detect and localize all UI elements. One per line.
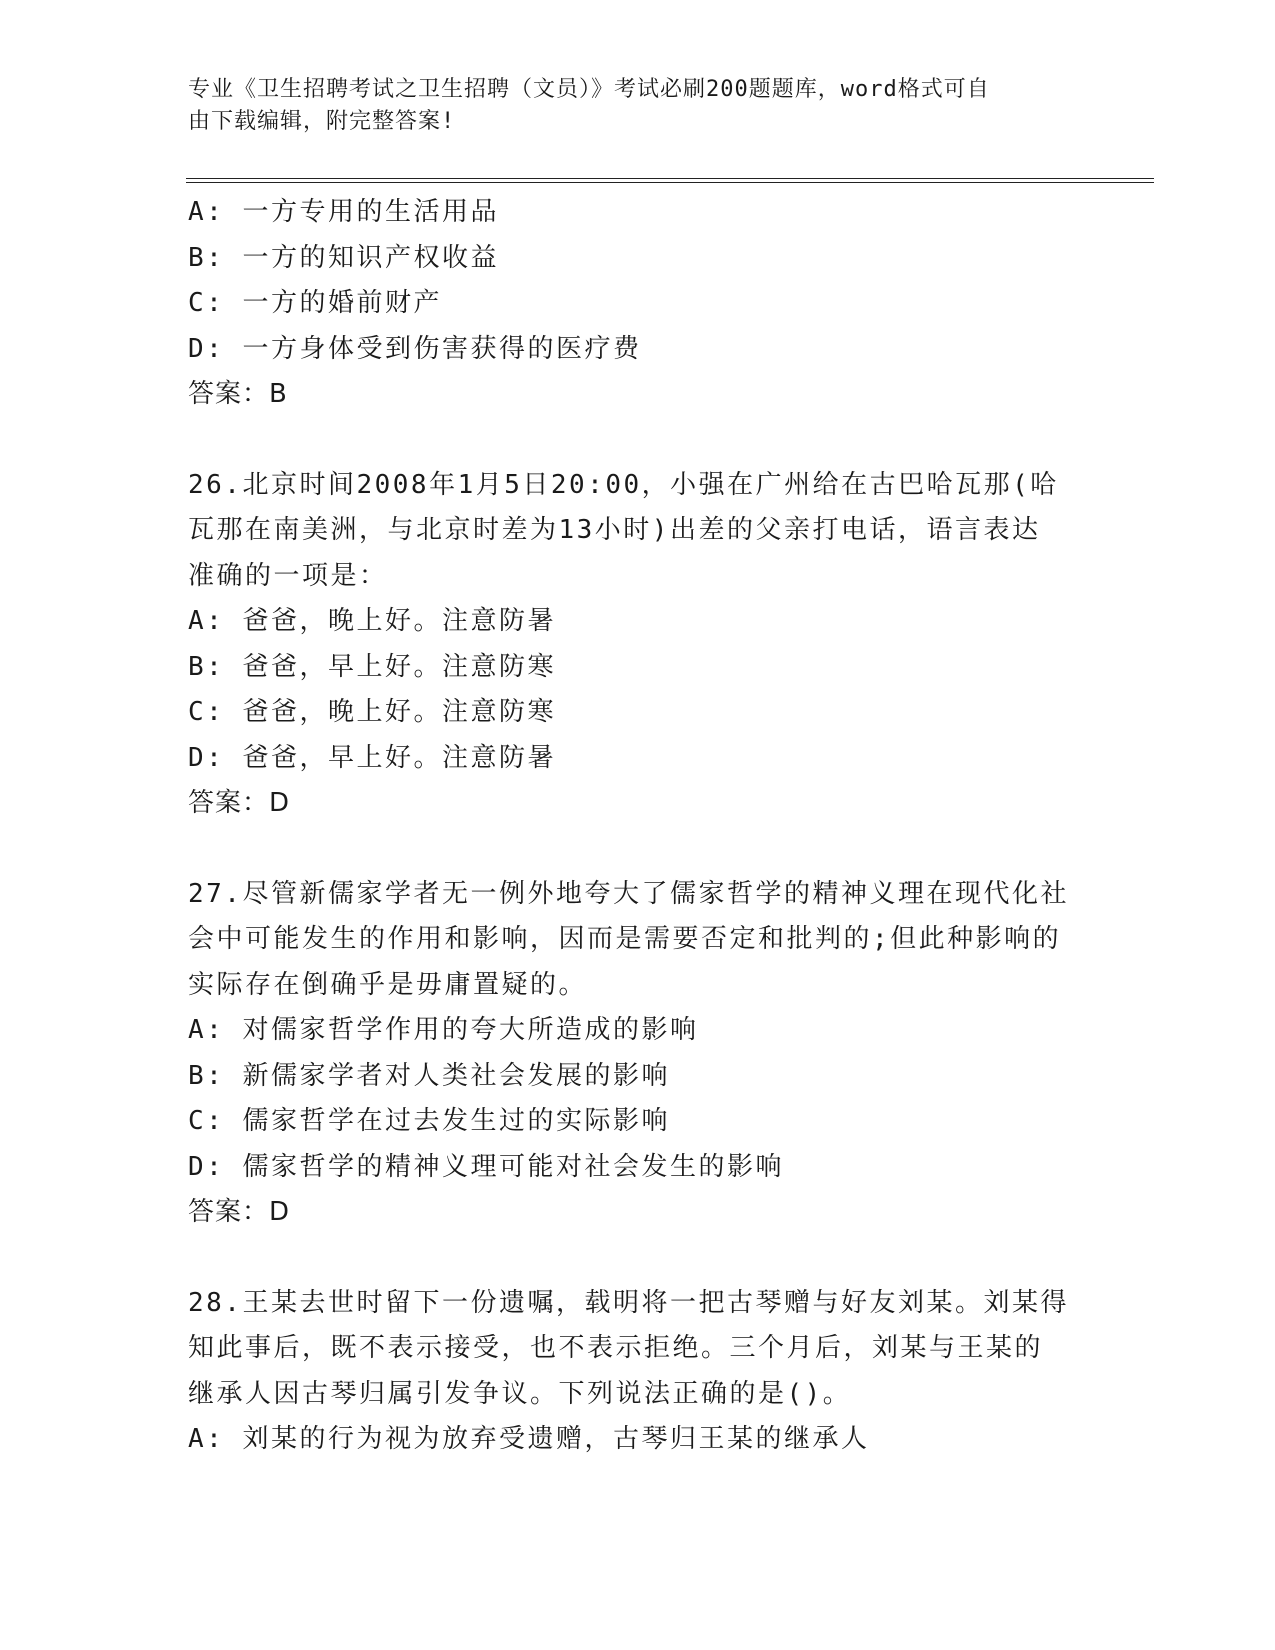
- option-a: A: 一方专用的生活用品: [188, 197, 499, 227]
- question-text-line: 28.王某去世时留下一份遗嘱，载明将一把古琴赠与好友刘某。刘某得: [188, 1287, 1069, 1318]
- document-body: [188, 190, 1088, 1463]
- option-b: B: 新儒家学者对人类社会发展的影响: [188, 1060, 670, 1091]
- answer-label: 答案：B: [188, 379, 288, 409]
- option-d: D: 一方身体受到伤害获得的医疗费: [188, 333, 642, 364]
- question-text-line: 27.尽管新儒家学者无一例外地夸大了儒家哲学的精神义理在现代化社: [188, 878, 1069, 909]
- question-25-tail: [188, 190, 1088, 418]
- option-b: B: 爸爸，早上好。注意防寒: [188, 651, 556, 682]
- question-text-line: 继承人因古琴归属引发争议。下列说法正确的是()。: [188, 1378, 852, 1409]
- answer-label: 答案：D: [188, 1197, 291, 1227]
- question-text-line: 瓦那在南美洲，与北京时差为13小时)出差的父亲打电话，语言表达: [188, 515, 1041, 545]
- answer-label: 答案：D: [188, 788, 291, 818]
- option-d: D: 爸爸，早上好。注意防暑: [188, 742, 556, 773]
- option-d: D: 儒家哲学的精神义理可能对社会发生的影响: [188, 1151, 784, 1182]
- question-27: [188, 872, 1088, 1236]
- question-28: [188, 1281, 1088, 1463]
- option-c: C: 爸爸，晚上好。注意防寒: [188, 697, 556, 727]
- option-a: A: 刘某的行为视为放弃受遗赠，古琴归王某的继承人: [188, 1424, 870, 1454]
- header-divider: [186, 178, 1154, 183]
- question-text-line: 实际存在倒确乎是毋庸置疑的。: [188, 969, 588, 1000]
- option-c: C: 儒家哲学在过去发生过的实际影响: [188, 1106, 670, 1136]
- question-text-line: 会中可能发生的作用和影响，因而是需要否定和批判的;但此种影响的: [188, 924, 1062, 954]
- option-a: A: 对儒家哲学作用的夸大所造成的影响: [188, 1015, 699, 1045]
- option-c: C: 一方的婚前财产: [188, 288, 442, 318]
- option-a: A: 爸爸，晚上好。注意防暑: [188, 606, 556, 636]
- option-b: B: 一方的知识产权收益: [188, 242, 499, 273]
- question-text-line: 26.北京时间2008年1月5日20:00，小强在广州给在古巴哈瓦那(哈: [188, 469, 1059, 500]
- header-title-line-1: 专业《卫生招聘考试之卫生招聘（文员）》考试必刷200题题库，word格式可自: [188, 77, 990, 102]
- question-text-line: 知此事后，既不表示接受，也不表示拒绝。三个月后，刘某与王某的: [188, 1333, 1044, 1363]
- question-26: [188, 463, 1088, 827]
- header-title-line-2: 由下载编辑，附完整答案!: [188, 109, 456, 134]
- page-header: [188, 74, 1068, 138]
- question-text-line: 准确的一项是：: [188, 560, 388, 591]
